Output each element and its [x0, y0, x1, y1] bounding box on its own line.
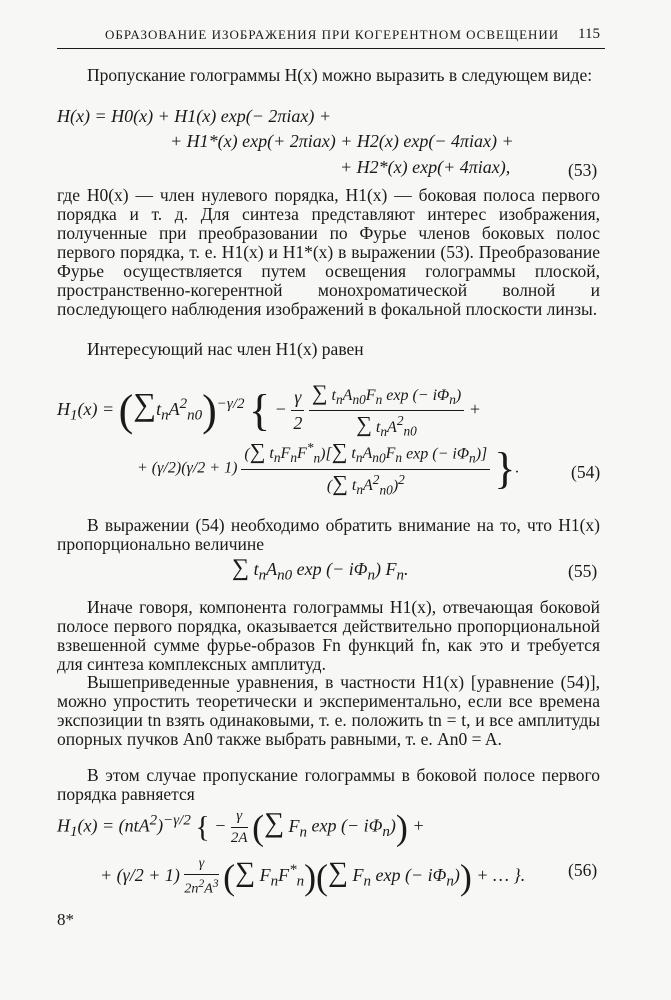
- signature-mark: 8*: [57, 910, 74, 929]
- equation-56-line-2: + (γ/2 + 1) $\frac{\gamma}{2n^2A^3}$ (∑ $F_nF^*_n)(\sum$ $F_n$ exp (− $i\Phi_n$)) + … }.: [100, 856, 526, 897]
- equation-53-number: (53): [568, 160, 598, 180]
- equation-55-number: (55): [568, 561, 598, 581]
- page-number: 115: [578, 26, 600, 42]
- page-header: [57, 26, 605, 49]
- equation-55: ∑ $t_nA_{n0}$ exp (− $i\Phi_n$) $F_n$.: [232, 555, 409, 584]
- equation-53-line-2: + H1*(x) exp(+ 2πiax) + H2(x) exp(− 4πiax) +: [170, 131, 514, 151]
- equation-56-number: (56): [568, 860, 598, 880]
- running-title: ОБРАЗОВАНИЕ ИЗОБРАЖЕНИЯ ПРИ КОГЕРЕНТНОМ ОСВЕЩЕНИИ: [105, 27, 560, 42]
- equation-54: $H_1(x) = (\sum t_nA^2_{n0})^{-\gamma/2}$ { − $\frac{\gamma}{2}$ $\frac{\sum t_nA_{n0}F_n \exp (- i\Phi_n)}{\sum t_nA^2_{n0}}$ + + (γ/2)(γ/2 + 1) $\frac{(\sum t_nF_nF^*_n)[\sum t_nA_{n0}F_n \exp (- i\Phi_n)]}{(\sum t_nA^2_{n0})^2}$ }. (54): [57, 380, 601, 498]
- paragraph-3: Интересующий нас член H1(x) равен: [87, 339, 364, 359]
- equation-56-line-1: $H_1(x) = (ntA^2)^{-\gamma/2}$ { − $\frac{\gamma}{2A}$ (∑ $F_n$ exp (− $i\Phi_n$)) +: [57, 807, 425, 848]
- paragraph-6: Вышеприведенные уравнения, в частности H1(x) [уравнение (54)], можно упростить теоретически и экспериментально, если все времена экспозиции tn взять одинаковыми, т. е. положить tn = t, и все амплитуды опорных пучков An0 также выбрать равными, т. е. An0 = A.: [57, 672, 600, 749]
- paragraph-2: где H0(x) — член нулевого порядка, H1(x) — боковая полоса первого порядка и т. д. Для синтеза представляют интерес изображения, полученные при преобразовании по Фурье членов боковых полос первого порядка, т. е. H1(x) и H1*(x) в выражении (53). Преобразование Фурье осуществляется путем освещения голограммы плоской, пространственно-когерентной монохроматической волной и последующего наблюдения изображений в фокальной плоскости линзы.: [57, 185, 600, 319]
- paragraph-1: Пропускание голограммы H(x) можно выразить в следующем виде:: [87, 65, 593, 85]
- equation-53-line-3: + H2*(x) exp(+ 4πiax),: [340, 157, 511, 177]
- equation-53-line-1: H(x) = H0(x) + H1(x) exp(− 2πiax) +: [57, 106, 331, 126]
- paragraph-5: Иначе говоря, компонента голограммы H1(x), отвечающая боковой полосе первого порядка, оказывается действительно пропорциональной взвешенной сумме фурье-образов Fn функций fn, как это и требуется для синтеза комплексных амплитуд.: [57, 597, 600, 674]
- paragraph-4: В выражении (54) необходимо обратить внимание на то, что H1(x) пропорционально величине: [57, 515, 600, 554]
- paragraph-7: В этом случае пропускание голограммы в боковой полосе первого порядка равняется: [57, 765, 600, 804]
- equation-54-number: (54): [571, 462, 601, 482]
